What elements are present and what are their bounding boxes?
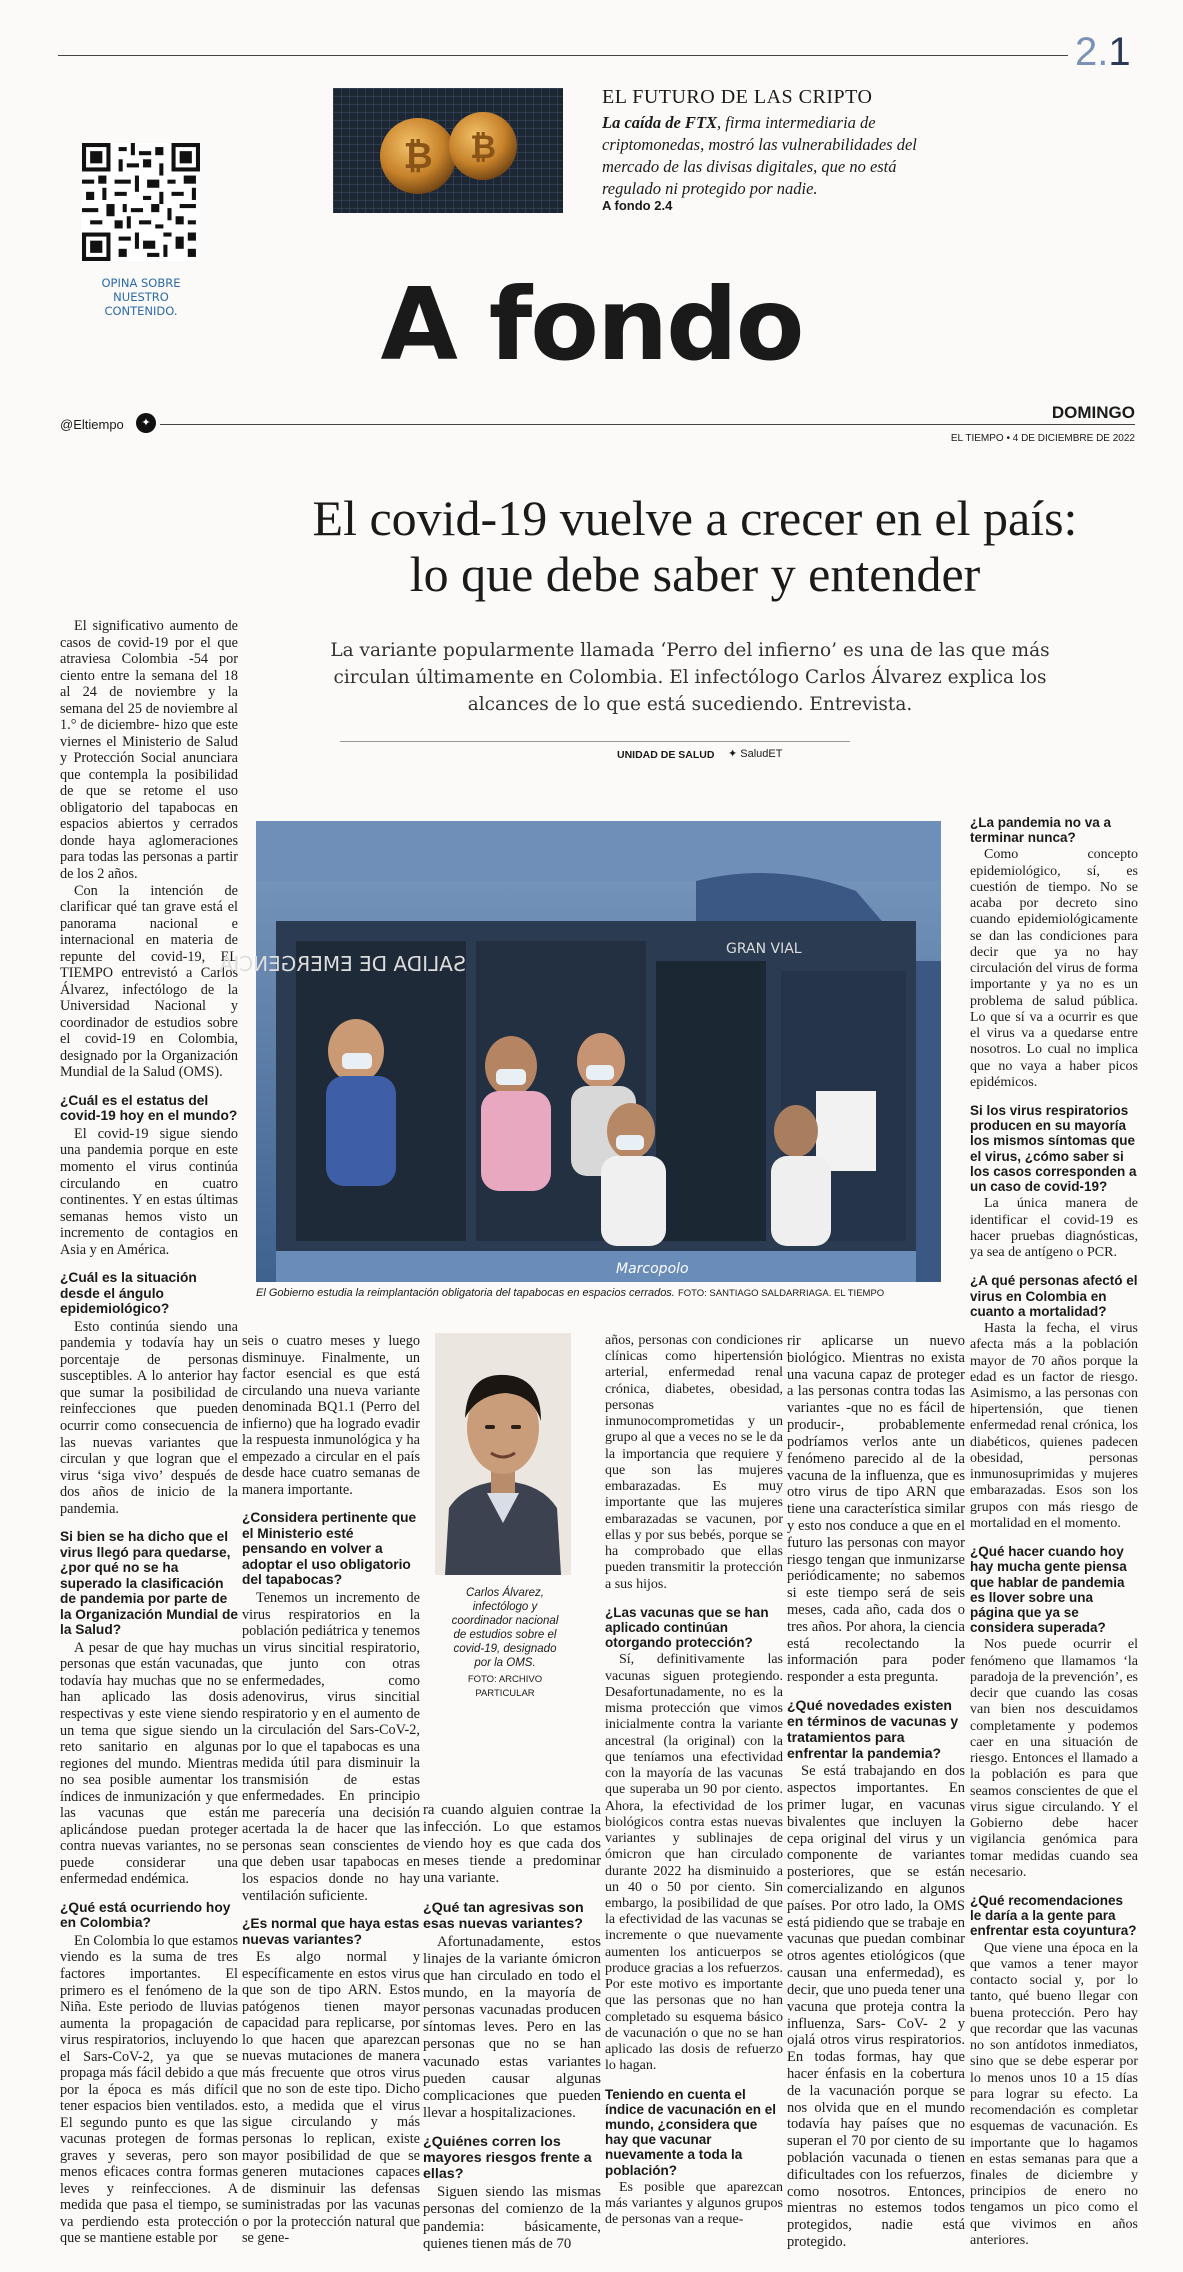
promo-heading: EL FUTURO DE LAS CRIPTO xyxy=(602,86,873,108)
portrait-caption: Carlos Álvarez, infectólogo y coordinador nacional de estudios sobre el covid-19, designado por la OMS. FOTO: ARCHIVO PARTICULAR xyxy=(445,1586,565,1701)
svg-text:₿: ₿ xyxy=(403,136,433,177)
qr-code[interactable] xyxy=(82,143,200,261)
article-column-5: rir aplicarse un nuevo biológico. Mientras no exista una vacuna capaz de proteger a las personas contra todas las variantes -que no es fácil de producir-, probablemente podríamos verlos ante un fenómeno parecido al de la vacuna de la influenza, que es otro virus de tipo ARN que tiene una característica similar y esto nos conduce a que en el futuro las personas con mayor riesgo tengan que inmunizarse periódicamente; no sabemos si este tiempo será de seis meses, cada año, cada dos o tres años. Por ahora, la ciencia está recolectando la información para poder responder a esta pregunta. ¿Qué novedades existen en términos de vacunas y tratamientos para enfrentar la pandemia? Se está trabajando en dos aspectos importantes. En primer lugar, en vacunas bivalentes que incluyen la cepa original del virus y un componente de variantes posteriores, que se están comercializando en algunos países. Por otro lado, la OMS está pidiendo que se trabaje en vacunas que puedan combinar otros agentes etiológicos (que causan una enfermedad), es decir, que uno pueda tener una vacuna que proteja contra la influenza, Sars- CoV- 2 y ojalá otros virus respiratorios. En todas formas, hay que hacer énfasis en la cobertura de la vacunación porque se nos olvida que en el mundo todavía hay países que no superan el 70 por ciento de su población vacunada o tienen dificultades con los refuerzos, como nosotros. Entonces, mientras no estemos todos protegidos, nadie está protegido. xyxy=(787,1333,965,2251)
article-column-4: años, personas con condiciones clínicas como hipertensión arterial, enfermedad renal crónica, diabetes, obesidad, personas inmunocomprometidas y un grupo al que a veces no se le da la importancia que requiere y que son las mujeres embarazadas. Es muy importante que las mujeres embarazadas se vacunen, por ellas y por sus bebés, porque se ha comprobado que ellas pueden transmitir la protección a sus hijos. ¿Las vacunas que se han aplicado continúan otorgando protección? Sí, definitivamente las vacunas siguen protegiendo. Desafortunadamente, no es la misma protección que vimos inicialmente contra la variante ancestral (la original) con la que teníamos una efectividad con la mayoría de las vacunas que superaba un 90 por ciento. Ahora, la efectividad de los biológicos contra estas nuevas variantes y sublinajes de ómicron que han circulado durante 2022 ha disminuido a un 40 o 50 por ciento. Sin embargo, la posibilidad de que la efectividad de las vacunas se incremente o que nuevamente aumenten los anticuerpos se produce gracias a los refuerzos. Por este motivo es importante que las personas que no han completado su esquema básico de vacunación o que no se han aplicado las dosis de refuerzo lo hagan. Teniendo en cuenta el índice de vacunación en el mundo, ¿considera que hay que vacunar nuevamente a toda la población? Es posible que aparezcan más variantes y algunos grupos de personas van a reque- xyxy=(605,1333,783,2228)
section-title: A fondo xyxy=(380,266,803,383)
bus-emergency-sign: SALIDA DE EMERGENCIA xyxy=(219,952,466,976)
bitcoin-promo-image[interactable] xyxy=(333,88,563,213)
article-headline: El covid-19 vuelve a crecer en el país: lo que debe saber y entender xyxy=(312,490,1078,602)
byline-handle[interactable]: ✦ SaludET xyxy=(728,748,783,760)
twitter-icon[interactable]: ✦ xyxy=(136,413,156,433)
page-number: 2.1 xyxy=(1075,30,1131,74)
portrait-carlos-alvarez[interactable] xyxy=(435,1333,571,1575)
portrait-credit: FOTO: ARCHIVO PARTICULAR xyxy=(467,1674,543,1699)
publication-date: EL TIEMPO • 4 DE DICIEMBRE DE 2022 xyxy=(950,433,1135,444)
byline: UNIDAD DE SALUD xyxy=(617,749,715,761)
article-column-3: ra cuando alguien contrae la infección. Lo que estamos viendo hoy es que cada dos meses tiende a predominar una variante. ¿Qué tan agresivas son esas nuevas variantes? Afortunadamente, estos linajes de la variante ómicron que han circulado en todo el mundo, en la mayoría de personas vacunadas producen síntomas leves. Pero en las personas que no se han vacunado estas variantes pueden causar algunas complicaciones que pueden llevar a hospitalizaciones. ¿Quiénes corren los mayores riesgos frente a ellas? Siguen siendo las mismas personas del comienzo de la pandemia: básicamente, quienes tienen más de 70 xyxy=(423,1802,601,2252)
article-column-2: seis o cuatro meses y luego disminuye. Finalmente, un factor esencial es que está circulando una nueva variante denominada BQ1.1 (Perro del infierno) que ha logrado evadir la respuesta inmunológica y ha empezado a circular en el país desde hace cuatro semanas de manera importante. ¿Considera pertinente que el Ministerio esté pensando en volver a adoptar el uso obligatorio del tapabocas? Tenemos un incremento de virus respiratorios en la población pediátrica y tenemos un virus sincitial respiratorio, que junto con otras enfermedades, como adenovirus, virus sincitial respiratorio y en el aumento de la circulación del Sars-CoV-2, por lo que el tapabocas es una medida útil para disminuir la transmisión de estas enfermedades. En principio me parecería una decisión acertada la de hacer que las personas sean conscientes de que deben usar tapabocas en los espacios donde no hay ventilación suficiente. ¿Es normal que haya estas nuevas variantes? Es algo normal y específicamente en estos virus que son de tipo ARN. Estos patógenos tienen mayor capacidad para replicarse, por lo que hacen que aparezcan nuevas mutaciones de manera más frecuente que otros virus que no son de este tipo. Dicho esto, a medida que el virus sigue circulando y más personas lo replican, existe mayor posibilidad de que se generen mutaciones capaces de disminuir las defensas suministradas por las vacunas o por la protección natural que se gene- xyxy=(242,1333,420,2247)
weekday: DOMINGO xyxy=(1051,403,1135,422)
top-rule xyxy=(58,55,1068,56)
masthead-rule xyxy=(160,424,1135,425)
article-column-6: ¿La pandemia no va a terminar nunca? Como concepto epidemiológico, sí, es cuestión de tiempo. No se acaba por decreto sino cuando epidemiológicamente se dan las condiciones para decir que ya no hay circulación del virus de forma importante y ya no es un problema de salud pública. Lo que sí va a ocurrir es que el virus va a quedarse entre nosotros. Lo cual no implica que no vaya a haber picos epidémicos. Si los virus respiratorios producen en su mayoría los mismos síntomas que el virus, ¿cómo saber si los casos corresponden a un caso de covid-19? La única manera de identificar el covid-19 es hacer pruebas diagnósticas, ya sea de antígeno o PCR. ¿A qué personas afectó el virus en Colombia en cuanto a mortalidad? Hasta la fecha, el virus afecta más a la población mayor de 70 años porque la edad es un factor de riesgo. Asimismo, a las personas con hipertensión, que tienen enfermedad renal crónica, los diabéticos, quienes padecen obesidad, personas inmunosuprimidas y mujeres embarazadas. Esos son los grupos con más riesgo de mortalidad en el momento. ¿Qué hacer cuando hoy hay mucha gente piensa que hablar de pandemia es llover sobre una página que ya se considera superada? Nos puede ocurrir el fenómeno que llamamos ‘la paradoja de la prevención’, es decir que cuando las cosas van bien nos descuidamos completamente y podemos caer en una situación de riesgo. Entonces el llamado a la población es para que seamos conscientes de que el virus sigue circulando. Y el Gobierno debe hacer vigilancia genómica para tomar medidas cuando sea necesario. ¿Qué recomendaciones le daría a la gente para enfrentar esta coyuntura? Que viene una época en la que vamos a tener mayor contacto social y, por lo tanto, qué bueno llegar con buena protección. Pero hay que recordar que las vacunas no son antídotos inmediatos, sino que se debe esperar por lo menos unos 10 a 15 días para lograr su efecto. La recomendación es completar esquemas de vacunación. Es importante que lo hagamos en estas semanas para que a finales de diciembre y principios de enero no tengamos un pico como el que vivimos en años anteriores. xyxy=(970,815,1138,2248)
byline-rule xyxy=(340,741,850,742)
article-column-1: El significativo aumento de casos de covid-19 por el que atraviesa Colombia -54 por ciento entre la semana del 18 al 24 de noviembre y la semana del 25 de noviembre al 1.° de diciembre- hizo que este viernes el Ministerio de Salud y Protección Social anunciara que contempla la posibilidad de que se retome el uso obligatorio del tapabocas en espacios abiertos y cerrados donde haya aglomeraciones para todas las personas a partir de los 2 años. Con la intención de clarificar qué tan grave está el panorama nacional e internacional en materia de repunte del covid-19, EL TIEMPO entrevistó a Carlos Álvarez, infectólogo de la Universidad Nacional y coordinador de estudios sobre el covid-19 en Colombia, designado por la Organización Mundial de la Salud (OMS). ¿Cuál es el estatus del covid-19 hoy en el mundo? El covid-19 sigue siendo una pandemia porque en este momento el virus continúa circulando en cuatro continentes. Y en estas últimas semanas hemos visto un incremento de contagios en Asia y en América. ¿Cuál es la situación desde el ángulo epidemiológico? Esto continúa siendo una pandemia y todavía hay un porcentaje de personas susceptibles. A lo anterior hay que sumar la posibilidad de reinfecciones que pueden ocurrir como consecuencia de las nuevas variantes que circulan y que logran que el virus ‘siga vivo’ después de dos años de inicio de la pandemia. Si bien se ha dicho que el virus llegó para quedarse, ¿por qué no se ha superado la clasificación de pandemia por parte de la Organización Mundial de la Salud? A pesar de que hay muchas personas que están vacunadas, todavía hay muchas que no se han aplicado las dosis respectivas y este viene siendo un tema que sigue siendo un reto sanitario en algunas regiones del mundo. Mientras no sea posible aumentar los índices de inmunización y que las vacunas que están aplicándose puedan proteger contra nuevas variantes, no se puede considerar una enfermedad endémica. ¿Qué está ocurriendo hoy en Colombia? En Colombia lo que estamos viendo es la suma de tres factores importantes. El primero es el fenómeno de la Niña. Este periodo de lluvias aumenta la propagación de virus respiratorios, incluyendo el Sars-CoV-2, ya que se propaga más fácil debido a que por la época es más difícil tener espacios bien ventilados. El segundo punto es que las vacunas protegen de formas graves y severas, pero son menos eficaces contra formas leves y reinfecciones. A medida que pasa el tiempo, se va perdiendo esta protección que se mantiene estable por xyxy=(60,618,239,2247)
article-dek: La variante popularmente llamada ‘Perro del infierno’ es una de las que más circulan últimamente en Colombia. El infectólogo Carlos Álvarez explica los alcances de lo que está sucediendo. Entrevista. xyxy=(330,640,1050,715)
qr-label: OPINA SOBRE NUESTRO CONTENIDO. xyxy=(101,276,181,318)
svg-text:₿: ₿ xyxy=(469,128,497,166)
twitter-icon: ✦ xyxy=(728,748,741,760)
photo-caption: El Gobierno estudia la reimplantación obligatoria del tapabocas en espacios cerrados. FOTO: SANTIAGO SALDARRIAGA. EL TIEMPO xyxy=(256,1287,885,1299)
promo-link[interactable]: A fondo 2.4 xyxy=(602,198,673,213)
bus-brand: Marcopolo xyxy=(616,1261,689,1277)
promo-text: La caída de FTX, firma intermediaria de criptomonedas, mostró las vulnerabilidades del mercado de las divisas digitales, que no está regulado ni protegido por nadie. xyxy=(602,113,917,198)
bus-route-sign: GRAN VIAL xyxy=(726,941,802,957)
bus-photo[interactable] xyxy=(219,821,941,1282)
twitter-handle[interactable]: @Eltiempo xyxy=(60,417,124,432)
photo-credit: FOTO: SANTIAGO SALDARRIAGA. EL TIEMPO xyxy=(677,1288,885,1299)
